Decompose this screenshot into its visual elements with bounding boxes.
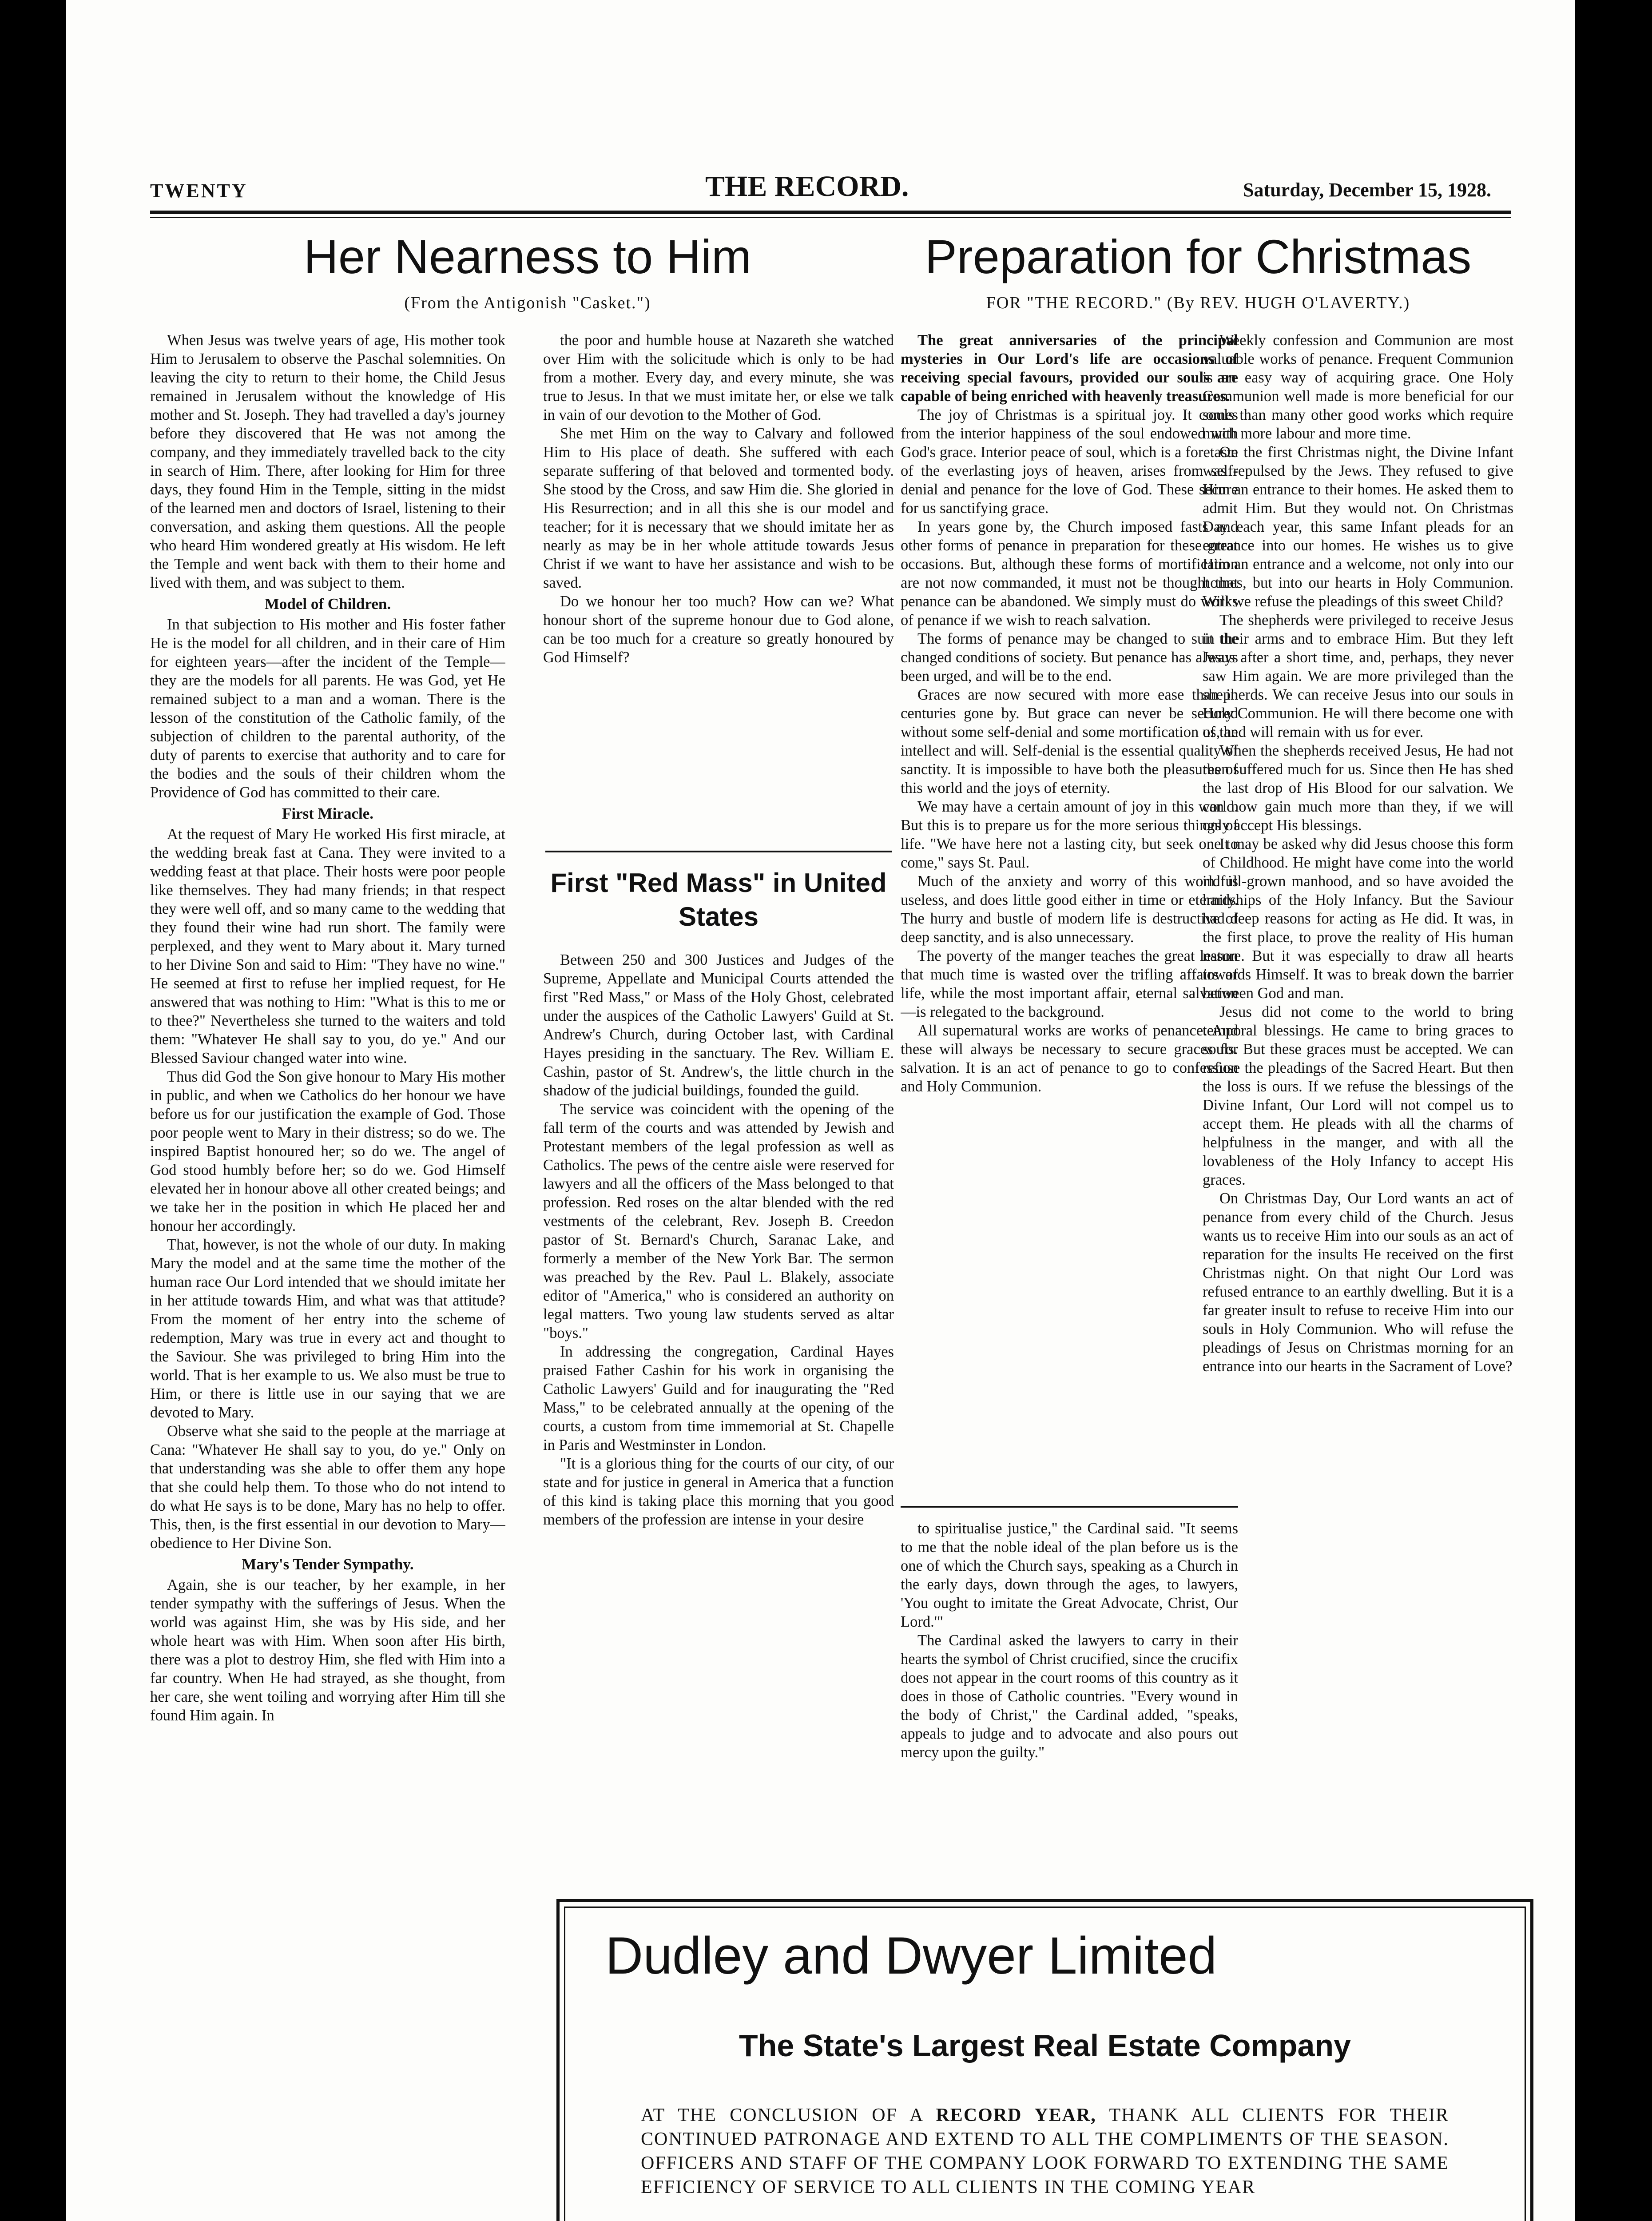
notice-rest: THANK ALL CLIENTS FOR THEIR CONTINUED PATRONAGE AND EXTEND TO ALL THE COMPLIMENTS OF THE SEASON. OFFICERS AND STAFF OF THE COMPANY LOOK FORWARD TO EXTENDING THE SAME EFFICIENCY OF SERVICE TO ALL CLIENTS IN THE COMING YEAR [641, 2105, 1449, 2197]
paragraph: In addressing the congregation, Cardinal Hayes praised Father Cashin for his work in organising the Catholic Lawyers' Guild and for inaugurating the "Red Mass," to be celebrated annually at the opening of the courts, a custom from time immemorial at St. Chapelle in Paris and Westminster in London. [543, 1343, 894, 1453]
paragraph: All supernatural works are works of penance. And these will always be necessary to secure graces for salvation. It is an act of penance to go to confession and Holy Communion. [901, 1022, 1238, 1095]
paragraph: Do we honour her too much? How can we? What honour short of the supreme honour due to God alone, can be too much for a creature so greatly honoured by God Himself? [543, 593, 894, 666]
paper-name: THE RECORD. [705, 170, 909, 203]
article-source-nearness: (From the Antigonish "Casket.") [404, 294, 651, 312]
paragraph: The service was coincident with the opening of the fall term of the courts and was attended by Jewish and Protestant members of the legal profession as well as Catholics. The pews of the centre aisle were reserved for lawyers and all the officers of the Mass belonged to that profession. Red roses on the altar blended with the red vestments of the celebrant, Rev. Joseph B. Creedon pastor of St. Bernard's Church, Saranac Lake, and formerly a member of the New York Bar. The sermon was preached by the Rev. Paul L. Blakely, associate editor of "America," who is considered an authority on legal matters. Two young law students served as altar "boys." [543, 1101, 894, 1341]
subheading-sympathy: Mary's Tender Sympathy. [242, 1556, 414, 1573]
article-title-nearness: Her Nearness to Him [303, 230, 752, 283]
paragraph: The great anniversaries of the principal mysteries in Our Lord's life are occasions of receiving special favours, provided our souls are capable of being enriched with heavenly treasures. [901, 332, 1238, 405]
page-label: TWENTY [150, 180, 248, 202]
masthead-rule [150, 211, 1511, 214]
article-byline-christmas: FOR "THE RECORD." (By REV. HUGH O'LAVERTY.) [986, 294, 1410, 312]
paragraph: In years gone by, the Church imposed fasts and other forms of penance in preparation for these great occasions. But, although these forms of mortification are not now commanded, it must not be thought that penance can be abandoned. We simply must do works of penance if we wish to reach salvation. [901, 518, 1238, 629]
paragraph: That, however, is not the whole of our duty. In making Mary the model and at the same time the mother of the human race Our Lord intended that we should imitate her in her attitude towards Him, and what was that attitude? From the moment of her entry into the scheme of redemption, Mary was true in every act and thought to the Saviour. She was privileged to bring Him into the world. That is her example to us. We also must be true to Him, or there is little use in our saying that we are devoted to Mary. [150, 1236, 505, 1421]
paragraph: When the shepherds received Jesus, He had not then suffered much for us. Since then He has shed the last drop of His Blood for our salvation. We can now gain much more than they, if we will only accept His blessings. [1203, 742, 1513, 834]
paragraph: the poor and humble house at Nazareth she watched over Him with the solicitude which is only to be had from a mother. Every day, and every minute, she was true to Jesus. In that we must imitate her, or else we talk in vain of our devotion to the Mother of God. [543, 332, 894, 423]
subheading-miracle: First Miracle. [282, 805, 373, 822]
paragraph: On Christmas Day, Our Lord wants an act of penance from every child of the Church. Jesus wants us to receive Him into our souls as an act of reparation for the insults He received on the first Christmas night. On that night Our Lord was refused entrance to an earthly dwelling. But it is a far greater insult to refuse to receive Him into our souls in Holy Communion. Who will refuse the pleadings of Jesus on Christmas morning for an entrance into our hearts in the Sacrament of Love? [1203, 1190, 1513, 1375]
notice-record-year: RECORD YEAR, [936, 2105, 1096, 2125]
subheading-model: Model of Children. [264, 595, 391, 613]
masthead-rule-thin [150, 217, 1511, 218]
section-divider [545, 851, 892, 852]
paragraph: Between 250 and 300 Justices and Judges of the Supreme, Appellate and Municipal Courts attended the first "Red Mass," or Mass of the Holy Ghost, celebrated under the auspices of the Catholic Lawyers' Guild at St. Andrew's Church, during October last, with Cardinal Hayes presiding in the sanctuary. The Rev. William E. Cashin, pastor of St. Andrew's, the little church in the shadow of the judicial buildings, founded the guild. [543, 951, 894, 1099]
paragraph: Jesus did not come to the world to bring temporal blessings. He came to bring graces to souls. But these graces must be accepted. We can refuse the pleadings of the Sacred Heart. But then the loss is ours. If we refuse the blessings of the Divine Infant, Our Lord will not compel us to accept them. He pleads with all the charms of helpfulness in the manger, and with all the lovableness of the Holy Infancy to accept His graces. [1203, 1003, 1513, 1188]
advertisement-dudley-dwyer [556, 1899, 1533, 2221]
article-title-christmas: Preparation for Christmas [925, 230, 1472, 283]
column-1 [150, 331, 505, 2221]
column-2-bottom [543, 951, 894, 1888]
paragraph: to spiritualise justice," the Cardinal said. "It seems to me that the noble ideal of the plan before us is the one of which the Church says, speaking as a Church in the early days, down through the ages, to lawyers, 'You ought to imitate the Great Advocate, Christ, Our Lord.'" [901, 1520, 1238, 1630]
advertisement-inner-border [564, 1907, 1526, 2221]
company-tagline: The State's Largest Real Estate Company [739, 2028, 1351, 2063]
newspaper-page [66, 0, 1575, 2221]
notice-start: AT THE CONCLUSION OF A [641, 2105, 936, 2125]
paragraph: The poverty of the manger teaches the great lesson that much time is wasted over the trifling affairs of life, while the most important affair, eternal salvation—is relegated to the background. [901, 947, 1238, 1020]
column-4 [1203, 331, 1513, 1886]
article-title-red-mass: First "Red Mass" in United States [550, 868, 887, 931]
paragraph: We may have a certain amount of joy in this world. But this is to prepare us for the more serious things of life. "We have here not a lasting city, but seek one to come," says St. Paul. [901, 798, 1238, 871]
column-3-top [901, 331, 1238, 1504]
paragraph: In that subjection to His mother and His foster father He is the model for all children, and in their care of Him for eighteen years—after the incident of the Temple—they are the models for all parents. He was God, yet He remained subject to a man and a woman. There is the lesson of the constitution of the Catholic family, of the subjection of children to the parental authority, of the duty of parents to exercise that authority and to care for the bodies and the souls of their children whom the Providence of God has committed to their care. [150, 616, 505, 801]
paragraph: Much of the anxiety and worry of this world is useless, and does little good either in time or eternity. The hurry and bustle of modern life is destructive of deep sanctity, and is also unnecessary. [901, 873, 1238, 946]
paragraph: The forms of penance may be changed to suit the changed conditions of society. But penance has always been urged, and will be to the end. [901, 630, 1238, 685]
paragraph: Weekly confession and Communion are most valuable works of penance. Frequent Communion is an easy way of acquiring grace. One Holy Communion well made is more beneficial for our souls than many other good works which require much more labour and more time. [1203, 332, 1513, 442]
seasonal-notice [641, 2103, 1449, 2199]
paragraph: Thus did God the Son give honour to Mary His mother in public, and when we Catholics do her honour we have before us for our justification the example of God. Those poor people went to Mary in their distress; so do we. The inspired Baptist honoured her; so do we. The angel of God stood humbly before her; so do we. God Himself elevated her in honour above all other created beings; and we take her in the position in which He placed her and honour her accordingly. [150, 1068, 505, 1234]
paragraph: "It is a glorious thing for the courts of our city, of our state and for justice in general in America that a function of this kind is taking place this morning that you good members of the profession are intense in your desire [543, 1455, 894, 1528]
column-3-bottom [901, 1519, 1238, 1888]
company-name-top: Dudley and Dwyer Limited [605, 1926, 1217, 1985]
paragraph: At the request of Mary He worked His first miracle, at the wedding break fast at Cana. They were invited to a wedding feast at that place. Their hosts were poor people like themselves. They had many friends; in that respect they were well off, and so many came to the wedding that they found their wine had run short. The family were perplexed, and they went to Mary about it. Mary turned to her Divine Son and said to Him: "They have no wine." He seemed at first to refuse her implied request, for He answered that was nothing to Him: "What is this to me or to thee?" Nevertheless she turned to the waiters and told them: "Whatever He shall say to you, do ye." And our Blessed Saviour changed water into wine. [150, 826, 505, 1067]
paragraph: Observe what she said to the people at the marriage at Cana: "Whatever He shall say to you, do ye." Only on that understanding was she able to offer them any hope that she could help them. To those who do not intend to do what He says is to be done, Mary has no help to offer. This, then, is the first essential in our devotion to Mary—obedience to Her Divine Son. [150, 1423, 505, 1552]
paragraph: It may be asked why did Jesus choose this form of Childhood. He might have come into the world in full-grown manhood, and so have avoided the hardships of the Holy Infancy. But the Saviour had deep reasons for acting as He did. It was, in the first place, to prove the reality of His human nature. But it was especially to draw all hearts towards Himself. It was to break down the barrier between God and man. [1203, 836, 1513, 1002]
paragraph: The joy of Christmas is a spiritual joy. It comes from the interior happiness of the soul endowed with God's grace. Interior peace of soul, which is a foretaste of the everlasting joys of heaven, arises from self-denial and penance for the love of God. These secure for us sanctifying grace. [901, 406, 1238, 517]
paragraph: Again, she is our teacher, by her example, in her tender sympathy with the sufferings of Jesus. When the world was against Him, she was by His side, and her whole heart was with Him. When soon after His birth, there was a plot to destroy Him, she fled with Him into a far country. When He had strayed, as she thought, from her care, she went toiling and worrying after Him till she found Him again. In [150, 1576, 505, 1724]
section-divider [901, 1506, 1238, 1508]
paragraph: When Jesus was twelve years of age, His mother took Him to Jerusalem to observe the Paschal solemnities. On leaving the city to return to their home, the Child Jesus remained in Jerusalem without the knowledge of His mother and St. Joseph. They had travelled a day's journey before they discovered that He was not among the company, and they immediately travelled back to the city in search of Him. There, after looking for Him for three days, they found Him in the Temple, sitting in the midst of the learned men and doctors of Israel, listening to their conversation, and asking them questions. All the people who heard Him wondered greatly at His wisdom. He left the Temple and went back with them to their home and lived with them, and was subject to them. [150, 332, 505, 591]
paragraph: The Cardinal asked the lawyers to carry in their hearts the symbol of Christ crucified, since the crucifix does not appear in the court rooms of this country as it does in those of Catholic countries. "Every wound in the body of Christ," the Cardinal added, "speaks, appeals to judge and to advocate and also pours out mercy upon the guilty." [901, 1632, 1238, 1761]
masthead [150, 170, 1491, 205]
paragraph: She met Him on the way to Calvary and followed Him to His place of death. She suffered with each separate suffering of that beloved and tormented body. She stood by the Cross, and saw Him die. She gloried in His Resurrection; and in all this she is our model and teacher; for it is necessary that we should imitate her as nearly as may be in her whole attitude towards Jesus Christ if we want to have her assistance and wish to be saved. [543, 425, 894, 591]
column-2-top [543, 331, 894, 864]
paragraph: The shepherds were privileged to receive Jesus in their arms and to embrace Him. But they left Jesus after a short time, and, perhaps, they never saw Him again. We are more privileged than the shepherds. We can receive Jesus into our souls in Holy Communion. He will there become one with us, and will remain with us for ever. [1203, 612, 1513, 740]
paragraph: Graces are now secured with more ease than in centuries gone by. But grace can never be secured without some self-denial and some mortification of the intellect and will. Self-denial is the essential quality of sanctity. It is impossible to have both the pleasures of this world and the joys of eternity. [901, 686, 1238, 796]
paragraph: On the first Christmas night, the Divine Infant was repulsed by the Jews. They refused to give Him an entrance to their homes. He asked them to admit Him. But they would not. On Christmas Day each year, this same Infant pleads for an entrance into our homes. He wishes us to give Him an entrance and a welcome, not only into our homes, but into our hearts in Holy Communion. Will we refuse the pleadings of this sweet Child? [1203, 444, 1513, 610]
issue-date: Saturday, December 15, 1928. [1243, 179, 1491, 201]
